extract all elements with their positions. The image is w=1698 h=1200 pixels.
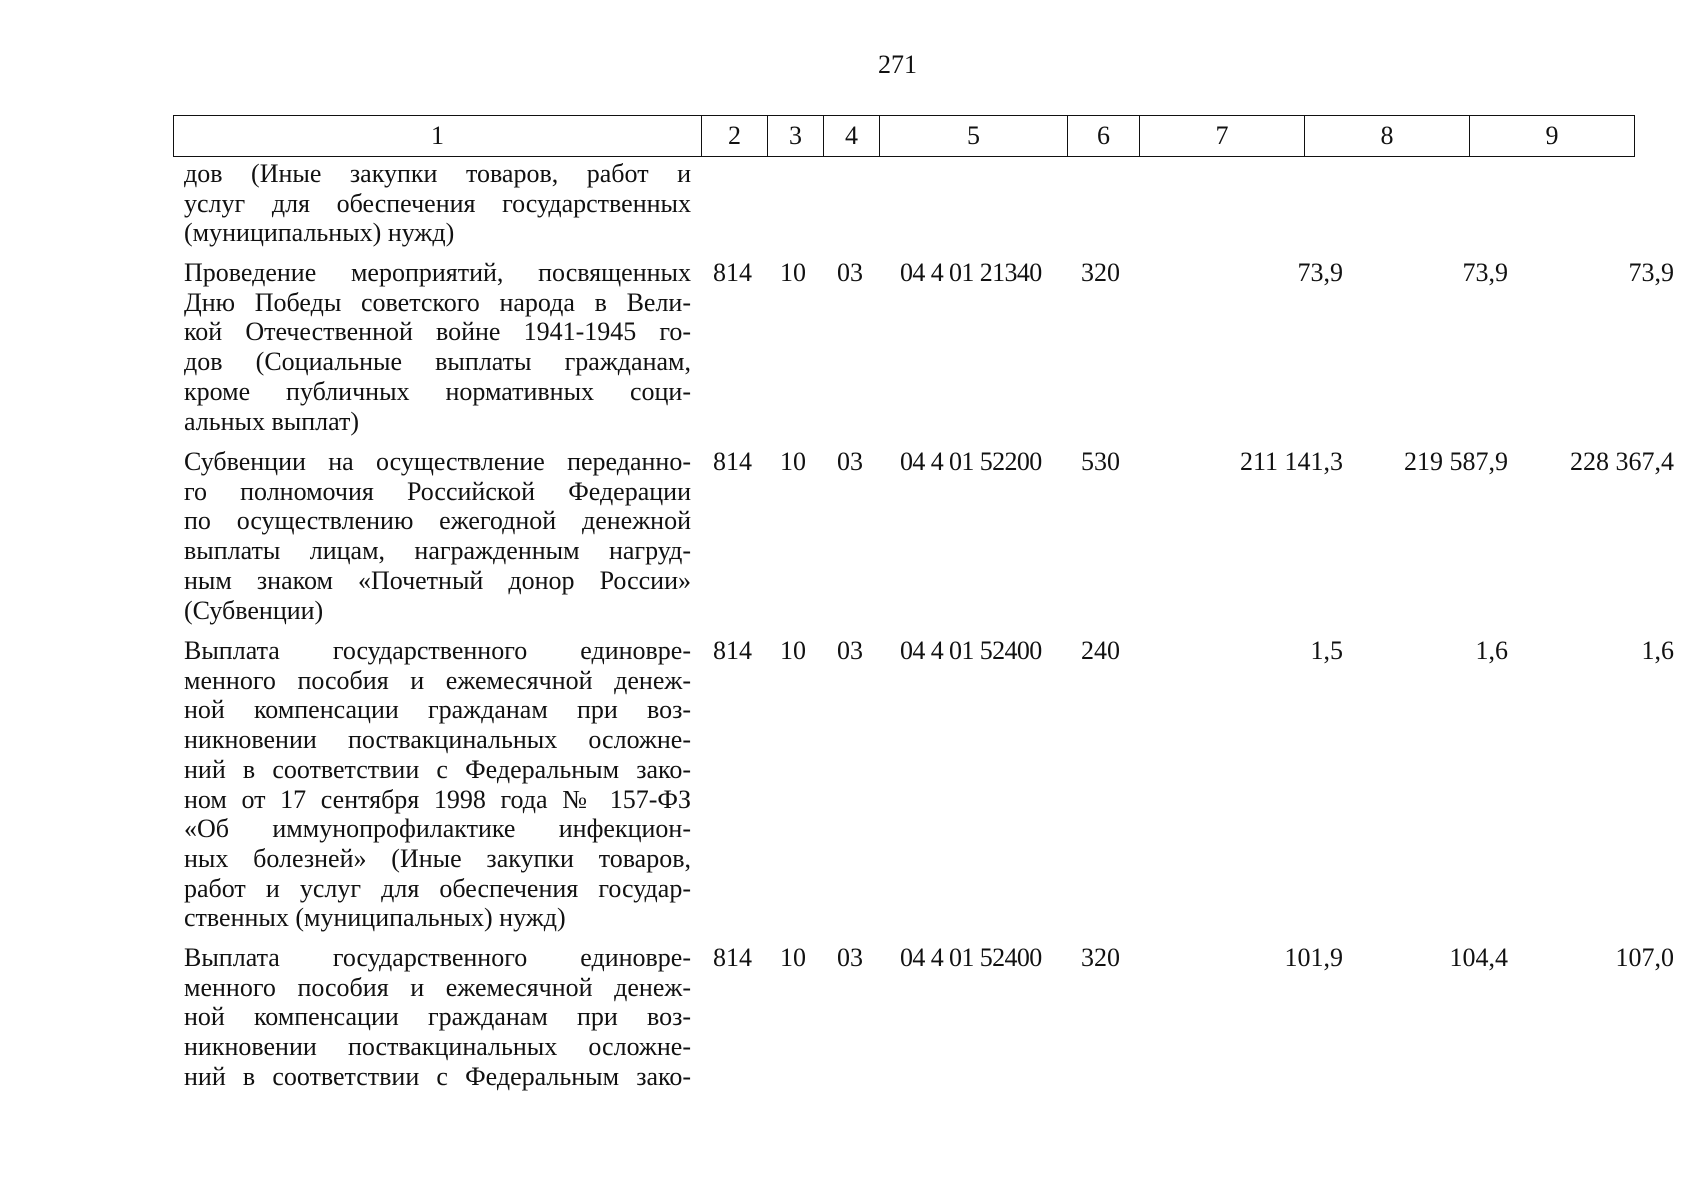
- header-col-3: 3: [768, 116, 824, 157]
- page-number: 271: [878, 50, 917, 79]
- header-col-9: 9: [1470, 116, 1635, 157]
- description-line: Дню Победы советского народа в Вели-: [184, 287, 691, 317]
- description-line: Субвенции на осуществление переданно-: [184, 447, 691, 476]
- section-code: 10: [780, 447, 806, 476]
- amount-col-7: 1,5: [1310, 636, 1343, 665]
- ved-code: 814: [713, 258, 752, 287]
- description-line: Выплата государственного единовре-: [184, 636, 691, 665]
- row-description: [184, 636, 691, 933]
- row-description: [184, 258, 691, 436]
- description-line: Выплата государственного единовре-: [184, 943, 691, 972]
- expense-type-code: 320: [1081, 943, 1120, 972]
- amount-col-9: 73,9: [1628, 258, 1674, 287]
- amount-col-7: 73,9: [1297, 258, 1343, 287]
- amount-col-7: 211 141,3: [1239, 447, 1343, 476]
- row-description: [184, 447, 691, 625]
- amount-col-8: 1,6: [1475, 636, 1508, 665]
- subsection-code: 03: [837, 258, 863, 287]
- description-line: ний в соответствии с Федеральным зако-: [184, 754, 691, 784]
- description-line: ний в соответствии с Федеральным зако-: [184, 1061, 691, 1091]
- description-line: услуг для обеспечения государственных: [184, 188, 691, 218]
- description-line: менного пособия и ежемесячной денеж-: [184, 665, 691, 695]
- target-article-code: 04 4 01 52400: [900, 943, 1042, 972]
- description-line: ной компенсации гражданам при воз-: [184, 695, 691, 725]
- target-article-code: 04 4 01 52200: [900, 447, 1042, 476]
- amount-col-8: 104,4: [1449, 943, 1508, 972]
- header-col-5: 5: [880, 116, 1068, 157]
- amount-col-8: 219 587,9: [1404, 447, 1508, 476]
- description-line: выплаты лицам, награжденным нагруд-: [184, 536, 691, 566]
- header-col-7: 7: [1140, 116, 1305, 157]
- amount-col-8: 73,9: [1462, 258, 1508, 287]
- description-line: по осуществлению ежегодной денежной: [184, 506, 691, 536]
- description-line: ном от 17 сентября 1998 года № 157-ФЗ: [184, 784, 691, 814]
- header-col-2: 2: [702, 116, 768, 157]
- description-line: (Субвенции): [184, 595, 324, 625]
- amount-col-9: 107,0: [1615, 943, 1674, 972]
- description-line: ственных (муниципальных) нужд): [184, 903, 566, 933]
- target-article-code: 04 4 01 52400: [900, 636, 1042, 665]
- description-line: «Об иммунопрофилактике инфекцион-: [184, 814, 691, 844]
- description-line: работ и услуг для обеспечения государ-: [184, 873, 691, 903]
- header-col-1: 1: [174, 116, 702, 157]
- ved-code: 814: [713, 447, 752, 476]
- description-line: ной компенсации гражданам при воз-: [184, 1002, 691, 1032]
- description-line: никновении поствакцинальных осложне-: [184, 1032, 691, 1062]
- section-code: 10: [780, 258, 806, 287]
- description-line: Проведение мероприятий, посвященных: [184, 258, 691, 287]
- header-col-4: 4: [824, 116, 880, 157]
- description-line: никновении поствакцинальных осложне-: [184, 725, 691, 755]
- expense-type-code: 320: [1081, 258, 1120, 287]
- row-description: [184, 943, 691, 1092]
- subsection-code: 03: [837, 943, 863, 972]
- section-code: 10: [780, 636, 806, 665]
- section-code: 10: [780, 943, 806, 972]
- subsection-code: 03: [837, 636, 863, 665]
- expense-type-code: 240: [1081, 636, 1120, 665]
- subsection-code: 03: [837, 447, 863, 476]
- description-line: го полномочия Российской Федерации: [184, 476, 691, 506]
- target-article-code: 04 4 01 21340: [900, 258, 1042, 287]
- description-line: дов (Иные закупки товаров, работ и: [184, 159, 691, 188]
- amount-col-9: 1,6: [1641, 636, 1674, 665]
- ved-code: 814: [713, 943, 752, 972]
- description-line: ным знаком «Почетный донор России»: [184, 565, 691, 595]
- description-line: ных болезней» (Иные закупки товаров,: [184, 843, 691, 873]
- description-line: кроме публичных нормативных соци-: [184, 376, 691, 406]
- description-line: кой Отечественной войне 1941-1945 го-: [184, 317, 691, 347]
- header-col-8: 8: [1305, 116, 1470, 157]
- description-line: (муниципальных) нужд): [184, 218, 455, 248]
- header-col-6: 6: [1068, 116, 1140, 157]
- expense-type-code: 530: [1081, 447, 1120, 476]
- amount-col-7: 101,9: [1284, 943, 1343, 972]
- description-line: дов (Социальные выплаты гражданам,: [184, 347, 691, 377]
- description-line: менного пособия и ежемесячной денеж-: [184, 972, 691, 1002]
- table-header: [173, 115, 1635, 157]
- description-line: альных выплат): [184, 406, 360, 436]
- ved-code: 814: [713, 636, 752, 665]
- amount-col-9: 228 367,4: [1570, 447, 1674, 476]
- row-description: [184, 159, 691, 248]
